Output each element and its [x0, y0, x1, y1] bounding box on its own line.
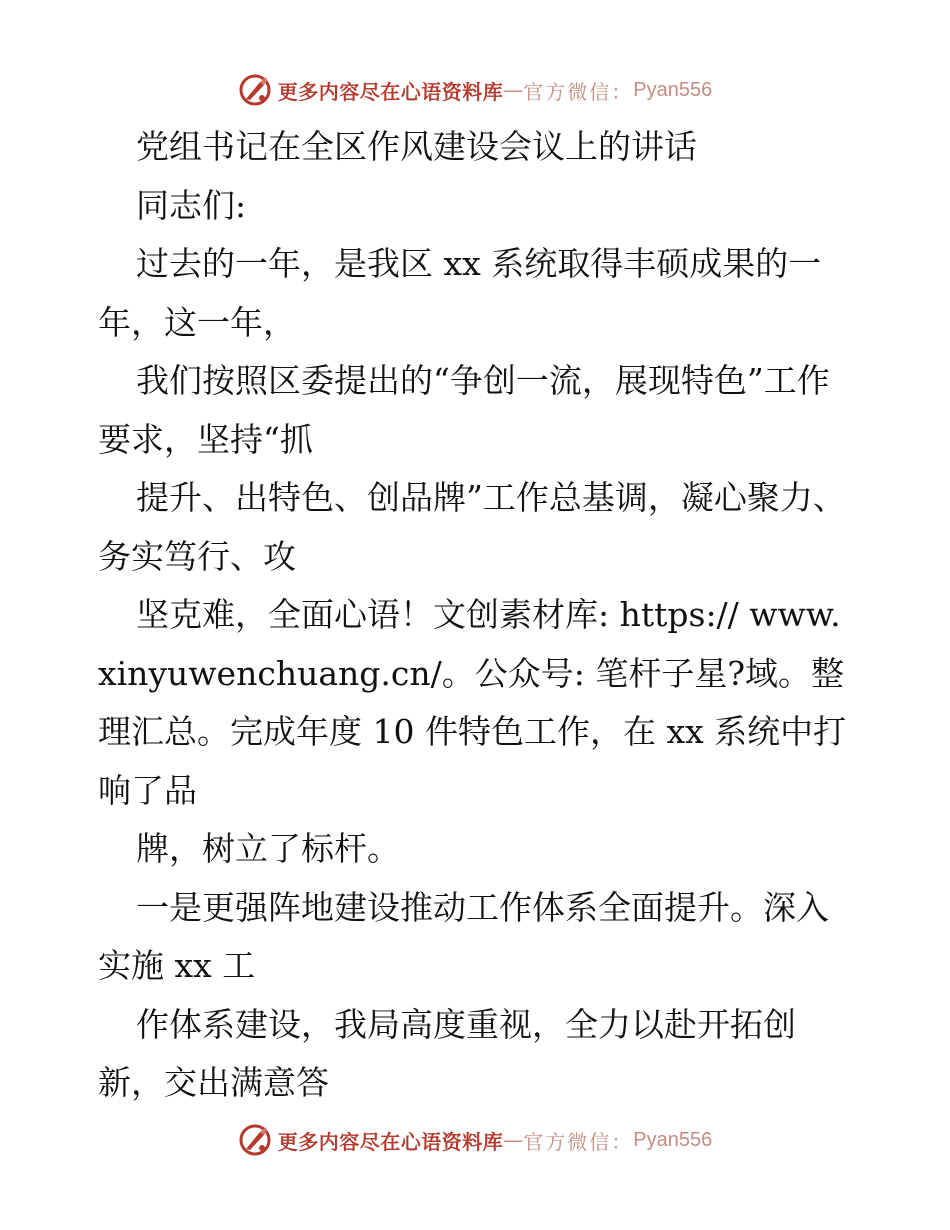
paragraph: 我们按照区委提出的“争创一流，展现特色”工作要求，坚持“抓 — [98, 361, 830, 459]
paragraph: 作体系建设，我局高度重视，全力以赴开拓创新，交出满意答 — [98, 1004, 796, 1102]
document-title: 党组书记在全区作风建设会议上的讲话 — [136, 127, 697, 166]
banner-brand-text: 更多内容尽在心语资料库 — [277, 79, 504, 104]
footer-watermark-banner — [0, 1118, 950, 1162]
document-body — [98, 118, 858, 1113]
paragraph: 同志们: — [136, 185, 247, 225]
paragraph: 坚克难，全面心语！文创素材库: https:// www.xinyuwenchuang.cn/。公众号: 笔杆子星?域。整理汇总。完成年度 10 件特色工作，在 xx 系统中打响了品 — [98, 595, 847, 810]
paragraph: 一是更强阵地建设推动工作体系全面提升。深入实施 xx 工 — [98, 887, 829, 985]
paragraph: 牌，树立了标杆。 — [136, 829, 400, 868]
banner-wechat-label: 官方微信： — [523, 1129, 634, 1154]
banner-wechat-account: Pyan556 — [633, 1128, 713, 1151]
quill-logo-icon — [238, 73, 272, 107]
banner-brand-text: 更多内容尽在心语资料库 — [277, 1129, 504, 1154]
paragraph: 提升、出特色、创品牌”工作总基调，凝心聚力、务实笃行、攻 — [98, 478, 846, 576]
banner-separator: — — [503, 1128, 524, 1152]
paragraph: 过去的一年，是我区 xx 系统取得丰硕成果的一年，这一年， — [98, 244, 822, 342]
banner-separator: — — [503, 78, 524, 102]
banner-wechat-account: Pyan556 — [633, 78, 713, 101]
banner-wechat-label: 官方微信： — [523, 79, 634, 104]
quill-logo-icon — [238, 1123, 272, 1157]
header-watermark-banner — [0, 68, 950, 112]
